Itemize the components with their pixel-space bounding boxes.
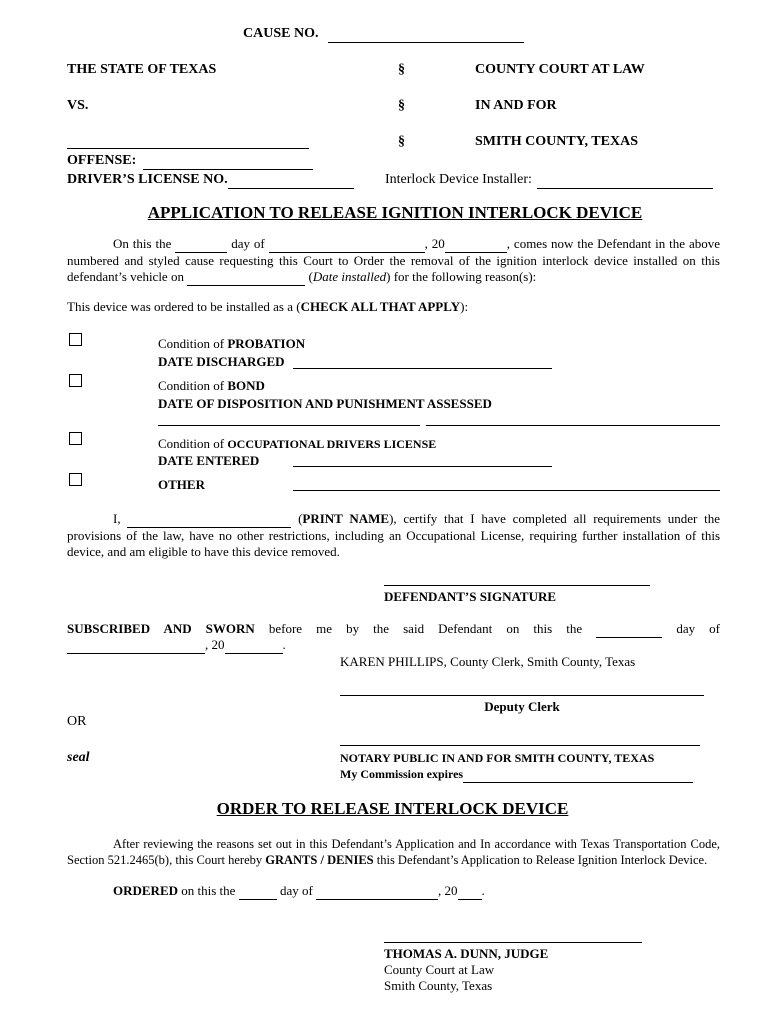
order-day-field[interactable] — [239, 883, 277, 900]
probation-option — [158, 336, 305, 352]
section-symbol: § — [398, 134, 405, 149]
offense-field[interactable] — [143, 153, 313, 170]
order-text: on this the — [181, 883, 236, 898]
other-checkbox[interactable] — [69, 473, 82, 486]
ordered-label: ORDERED — [113, 883, 179, 898]
notary-label: NOTARY PUBLIC IN AND FOR SMITH COUNTY, TEXAS — [340, 751, 655, 765]
month-field[interactable] — [269, 236, 425, 253]
commission-expires-field[interactable] — [463, 767, 693, 783]
punishment-field[interactable] — [426, 425, 720, 426]
judge-county: Smith County, Texas — [384, 978, 493, 993]
sworn-text: . — [282, 637, 286, 652]
cert-text: I, — [113, 511, 121, 526]
order-year-field[interactable] — [458, 883, 482, 900]
license-row — [67, 172, 354, 189]
year-field[interactable] — [445, 236, 507, 253]
cause-number-row — [243, 26, 524, 43]
certification-paragraph — [67, 511, 720, 560]
commission-label: My Commission expires — [340, 767, 464, 781]
bond-option — [158, 378, 265, 394]
court-line-3: SMITH COUNTY, TEXAS — [475, 134, 638, 149]
order-month-field[interactable] — [316, 883, 438, 900]
ordered-row — [113, 883, 485, 900]
other-reason-field[interactable] — [293, 490, 720, 491]
para-text: ) for the following reason(s): — [386, 269, 537, 284]
option-prefix: Condition of — [158, 336, 228, 351]
option-name: PROBATION — [227, 336, 306, 351]
grants-denies-label: GRANTS / DENIES — [265, 853, 374, 867]
notary-signature-line[interactable] — [340, 745, 700, 746]
subscribed-label: SUBSCRIBED AND SWORN — [67, 621, 255, 636]
date-discharged-label: DATE DISCHARGED — [158, 354, 285, 369]
sworn-text: before me by the said Defendant on this the — [268, 621, 583, 636]
option-name: OCCUPATIONAL DRIVERS LICENSE — [227, 437, 437, 451]
order-text: After reviewing the reasons set out in this Defendant’s Application and In accordance with Texas Transportation Code, Section 521.2465(b), this Court hereby — [67, 837, 720, 867]
date-installed-label: Date installed — [312, 269, 387, 284]
cause-number-field[interactable] — [328, 26, 524, 43]
court-line-1: COUNTY COURT AT LAW — [475, 62, 645, 77]
defendant-signature-label: DEFENDANT’S SIGNATURE — [384, 589, 557, 604]
option-prefix: Condition of — [158, 436, 228, 451]
section-symbol: § — [398, 62, 405, 77]
deputy-clerk-label: Deputy Clerk — [484, 699, 560, 714]
ordered-text: ): — [460, 299, 469, 314]
installer-row — [385, 172, 713, 189]
cert-text: ), certify that I have completed all requirements under the provisions of the law, have no other restrictions, including an Occupational License, requiring further installation of this device, and am eligible to have this device removed. — [67, 511, 720, 559]
installer-label: Interlock Device Installer: — [385, 172, 532, 187]
sworn-text: , 20 — [205, 637, 225, 652]
sworn-day-field[interactable] — [596, 621, 662, 638]
day-field[interactable] — [175, 236, 227, 253]
para-text: , comes now the Defendant in the above numbered and styled cause requesting this Court to Order the removal of the ignition interlock device installed on this defendant’s vehicle on — [67, 236, 721, 284]
date-entered-field[interactable] — [293, 466, 552, 467]
commission-row — [340, 767, 693, 783]
order-text: this Defendant’s Application to Release Ignition Interlock Device. — [376, 853, 708, 867]
cause-label: CAUSE NO. — [243, 26, 319, 41]
check-all-label: CHECK ALL THAT APPLY — [300, 299, 461, 314]
defendant-name-field[interactable] — [67, 148, 309, 149]
option-name: BOND — [227, 378, 265, 393]
or-label: OR — [67, 714, 87, 729]
option-prefix: Condition of — [158, 378, 228, 393]
state-label: THE STATE OF TEXAS — [67, 62, 217, 77]
ordered-as-line — [67, 299, 468, 315]
cert-text: ( — [298, 511, 303, 526]
date-installed-field[interactable] — [187, 269, 305, 286]
court-line-2: IN AND FOR — [475, 98, 557, 113]
section-symbol: § — [398, 98, 405, 113]
para-text: On this the — [113, 236, 172, 251]
other-option-label: OTHER — [158, 477, 205, 492]
para-text: ( — [308, 269, 313, 284]
print-name-field[interactable] — [127, 511, 291, 528]
sworn-year-field[interactable] — [225, 637, 283, 654]
para-text: day of — [231, 236, 265, 251]
sworn-text: day of — [676, 621, 720, 636]
probation-checkbox[interactable] — [69, 333, 82, 346]
order-title: ORDER TO RELEASE INTERLOCK DEVICE — [216, 799, 569, 818]
judge-court: County Court at Law — [384, 962, 495, 977]
occupational-license-checkbox[interactable] — [69, 432, 82, 445]
bond-checkbox[interactable] — [69, 374, 82, 387]
disposition-date-field[interactable] — [158, 425, 420, 426]
application-paragraph — [67, 236, 720, 286]
deputy-clerk-signature-line[interactable] — [340, 695, 704, 696]
sworn-line — [67, 621, 720, 638]
para-text: , 20 — [424, 236, 445, 251]
defendant-signature-line[interactable] — [384, 585, 650, 586]
license-field[interactable] — [228, 172, 354, 189]
clerk-line: KAREN PHILLIPS, County Clerk, Smith County, Texas — [340, 654, 636, 669]
sworn-month-field[interactable] — [67, 637, 205, 654]
installer-field[interactable] — [537, 172, 713, 189]
order-paragraph — [67, 836, 720, 868]
judge-signature-line[interactable] — [384, 942, 642, 943]
date-entered-label: DATE ENTERED — [158, 453, 260, 468]
order-text: day of — [279, 883, 313, 898]
order-text: . — [481, 883, 485, 898]
offense-label: OFFENSE: — [67, 153, 137, 168]
application-title: APPLICATION TO RELEASE IGNITION INTERLOCK DEVICE — [147, 203, 643, 222]
date-discharged-field[interactable] — [293, 368, 552, 369]
sworn-date-row — [67, 637, 286, 654]
seal-label: seal — [67, 750, 90, 765]
offense-row — [67, 153, 313, 170]
ordered-text: This device was ordered to be installed as a ( — [67, 299, 301, 314]
date-disposition-label: DATE OF DISPOSITION AND PUNISHMENT ASSESSED — [158, 396, 492, 411]
order-text: , 20 — [438, 883, 458, 898]
license-label: DRIVER’S LICENSE NO. — [67, 172, 228, 187]
print-name-label: PRINT NAME — [302, 511, 390, 526]
occupational-option — [158, 436, 436, 452]
vs-label: VS. — [67, 98, 89, 113]
judge-name: THOMAS A. DUNN, JUDGE — [384, 946, 549, 961]
